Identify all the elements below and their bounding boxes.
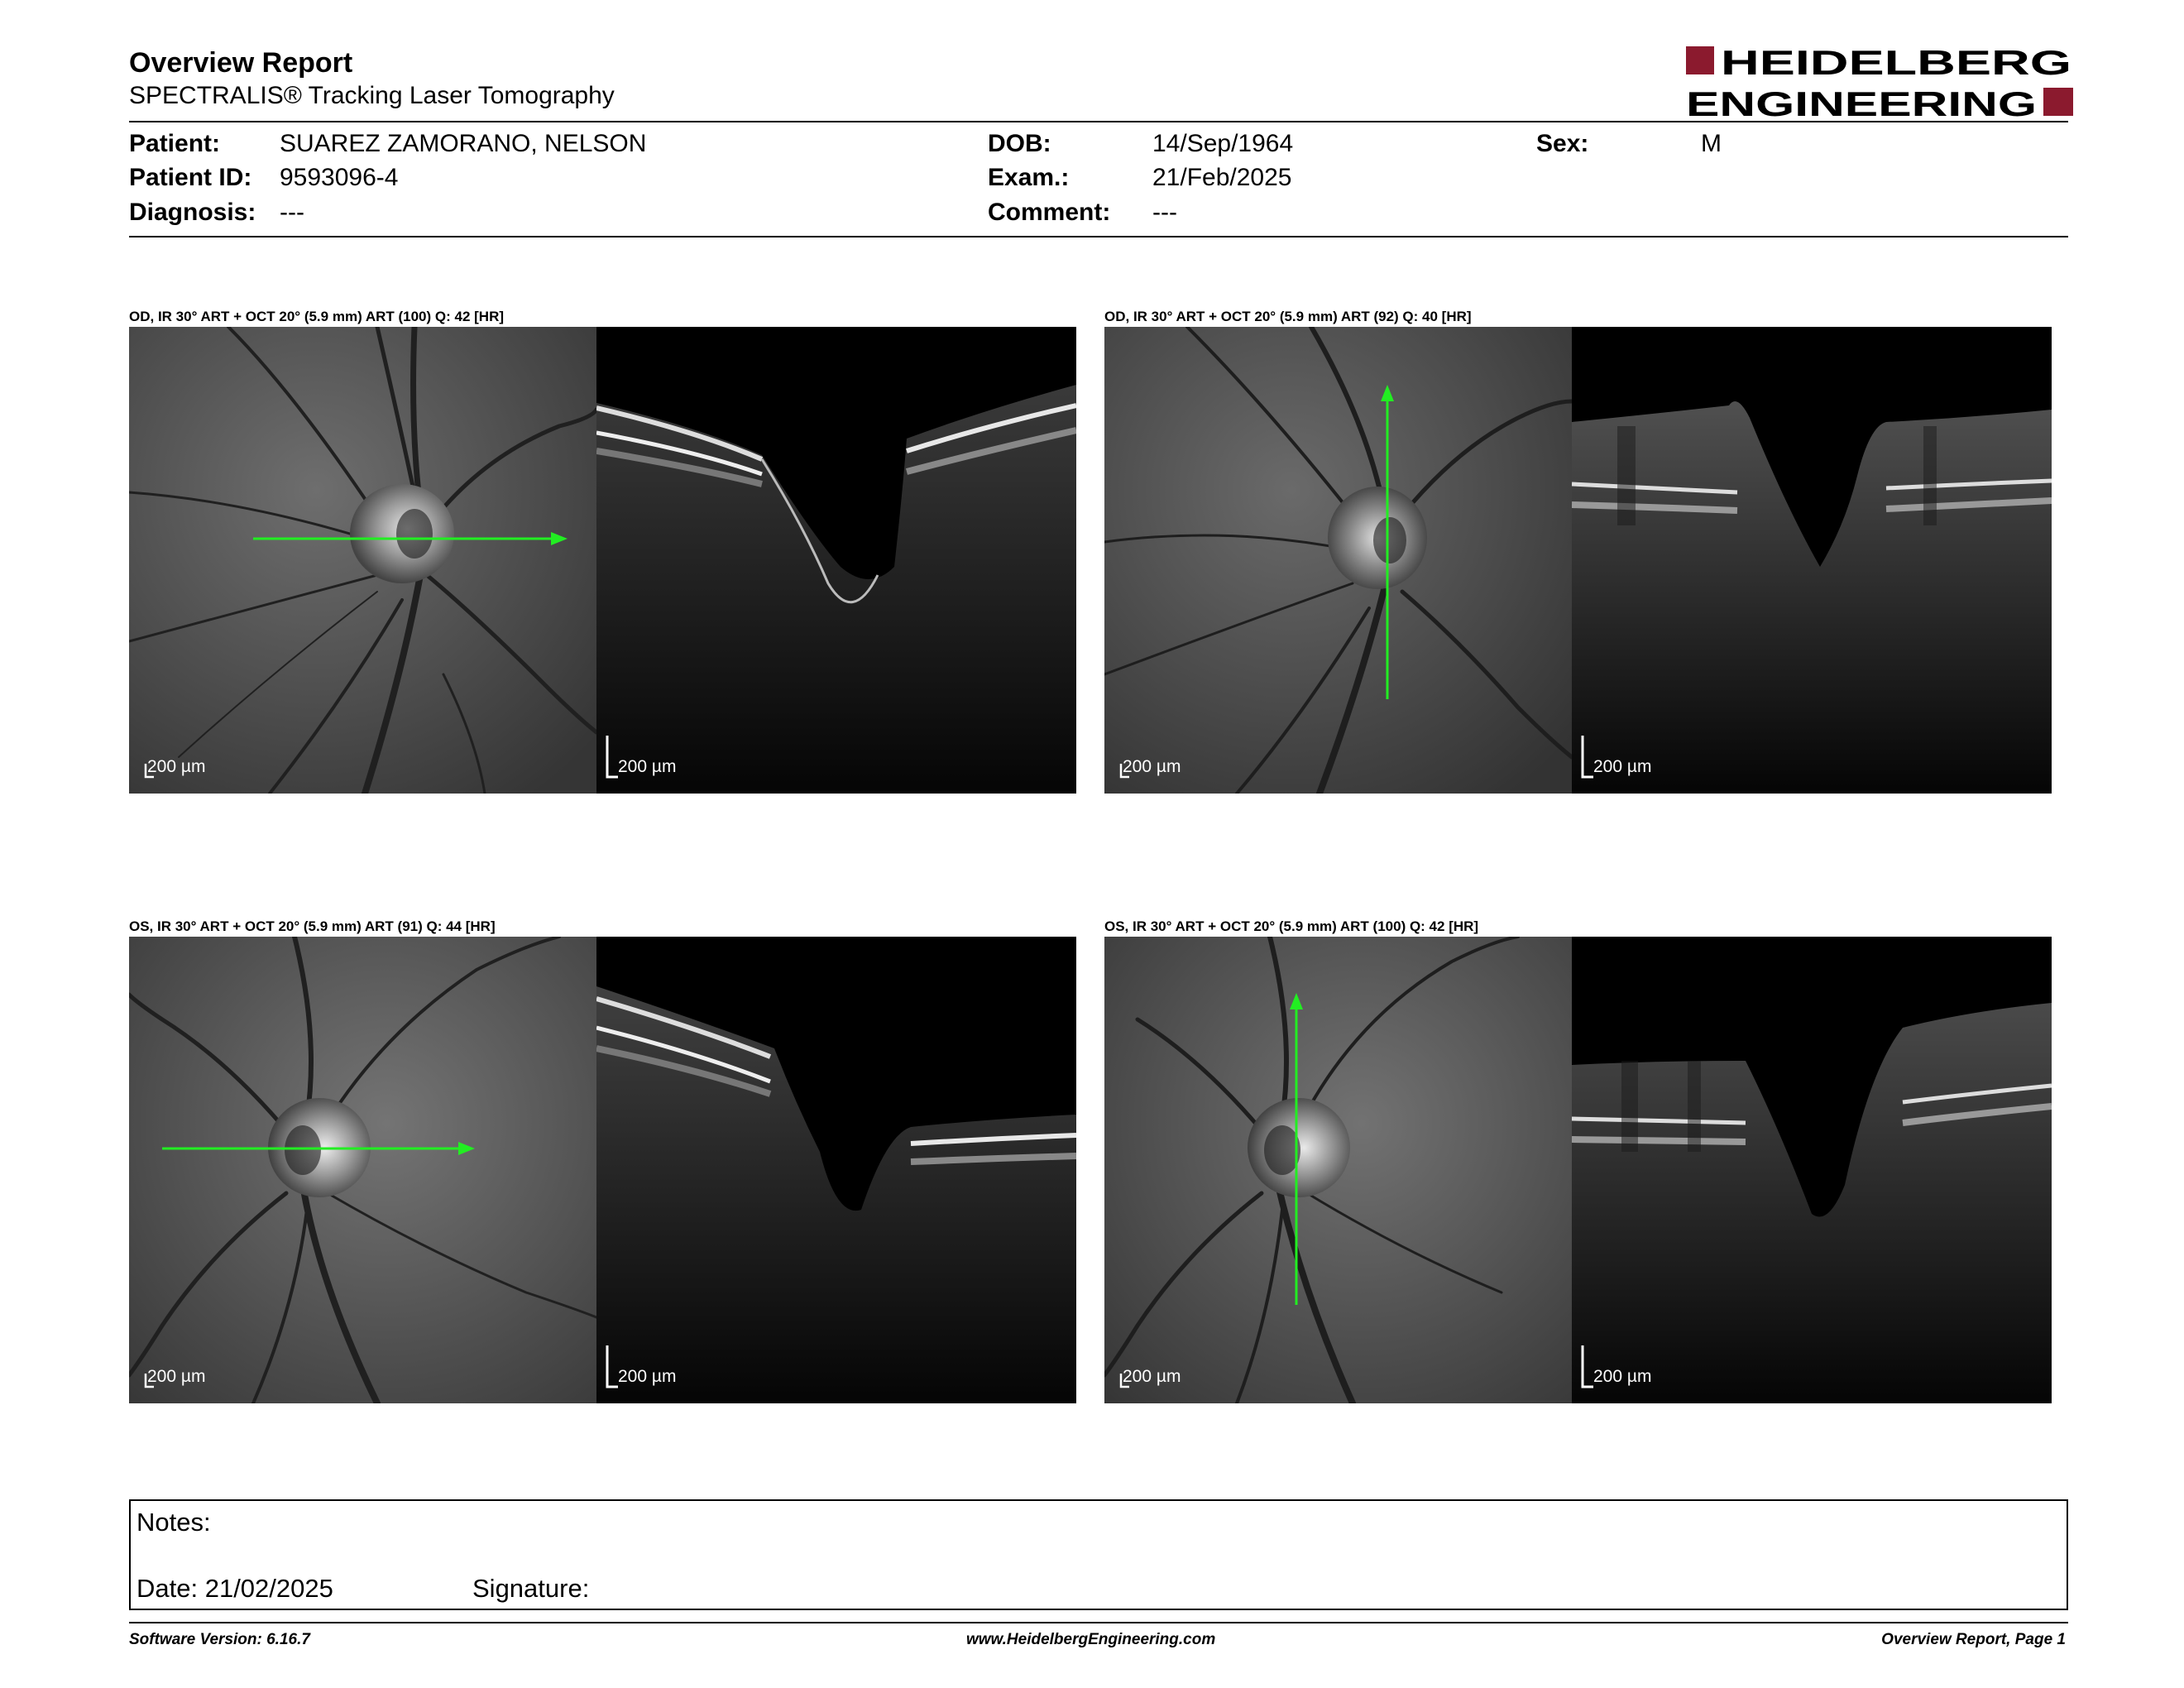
report-subtitle: SPECTRALIS® Tracking Laser Tomography <box>129 82 615 109</box>
scan-caption-4: OS, IR 30° ART + OCT 20° (5.9 mm) ART (100) Q: 42 [HR] <box>1104 918 1479 934</box>
dob-label: DOB: <box>988 130 1051 157</box>
oct-scale-label-4: 200 µm <box>1593 1367 1652 1386</box>
fundus-scale-label-4: 200 µm <box>1123 1367 1181 1386</box>
report-title: Overview Report <box>129 47 353 79</box>
patient-id-value: 9593096-4 <box>280 164 399 191</box>
scan-panel-1 <box>129 327 1076 794</box>
diagnosis-value: --- <box>280 199 304 226</box>
scan-caption-2: OD, IR 30° ART + OCT 20° (5.9 mm) ART (92) Q: 40 [HR] <box>1104 309 1472 324</box>
header-divider <box>129 121 2068 122</box>
patient-name: SUAREZ ZAMORANO, NELSON <box>280 130 647 157</box>
notes-box <box>129 1499 2068 1610</box>
signature-label: Signature: <box>472 1574 590 1603</box>
logo-text-heidelberg: HEIDELBERG <box>1721 45 2071 82</box>
notes-label: Notes: <box>136 1508 211 1537</box>
exam-label: Exam.: <box>988 164 1070 191</box>
sex-label: Sex: <box>1536 130 1589 157</box>
oct-bscan-3 <box>596 937 1076 1403</box>
comment-value: --- <box>1152 199 1177 226</box>
software-version: Software Version: 6.16.7 <box>129 1631 310 1648</box>
comment-label: Comment: <box>988 199 1111 226</box>
diagnosis-label: Diagnosis: <box>129 199 256 226</box>
oct-bscan-2 <box>1572 327 2052 794</box>
fundus-scale-label-2: 200 µm <box>1123 757 1181 776</box>
scan-caption-1: OD, IR 30° ART + OCT 20° (5.9 mm) ART (100) Q: 42 [HR] <box>129 309 505 324</box>
patient-label: Patient: <box>129 130 221 157</box>
exam-value: 21/Feb/2025 <box>1152 164 1292 191</box>
fundus-image-3 <box>129 937 596 1403</box>
notes-date: Date: 21/02/2025 <box>136 1574 333 1603</box>
fundus-scale-label-1: 200 µm <box>147 757 206 776</box>
page-number: Overview Report, Page 1 <box>1881 1631 2066 1648</box>
scan-caption-3: OS, IR 30° ART + OCT 20° (5.9 mm) ART (91) Q: 44 [HR] <box>129 918 496 934</box>
scan-panel-2 <box>1104 327 2052 794</box>
fundus-scale-label-3: 200 µm <box>147 1367 206 1386</box>
sex-value: M <box>1701 130 1722 157</box>
logo-square-top <box>1686 46 1714 74</box>
oct-scale-label-1: 200 µm <box>618 757 677 776</box>
scan-panel-4 <box>1104 937 2052 1403</box>
oct-scale-label-3: 200 µm <box>618 1367 677 1386</box>
oct-scale-label-2: 200 µm <box>1593 757 1652 776</box>
logo-square-bottom <box>2043 88 2073 116</box>
patient-id-label: Patient ID: <box>129 164 252 191</box>
patient-info-divider <box>129 236 2068 237</box>
scan-panel-3 <box>129 937 1076 1403</box>
fundus-image-2 <box>1104 327 1572 794</box>
logo-text-engineering: ENGINEERING <box>1686 84 2037 119</box>
dob-value: 14/Sep/1964 <box>1152 130 1294 157</box>
website-link[interactable]: www.HeidelbergEngineering.com <box>966 1631 1216 1648</box>
fundus-image-4 <box>1104 937 1572 1403</box>
fundus-image-1 <box>129 327 596 794</box>
footer-divider <box>129 1622 2068 1623</box>
heidelberg-engineering-logo <box>1686 45 2073 119</box>
oct-bscan-1 <box>596 327 1076 794</box>
oct-bscan-4 <box>1572 937 2052 1403</box>
